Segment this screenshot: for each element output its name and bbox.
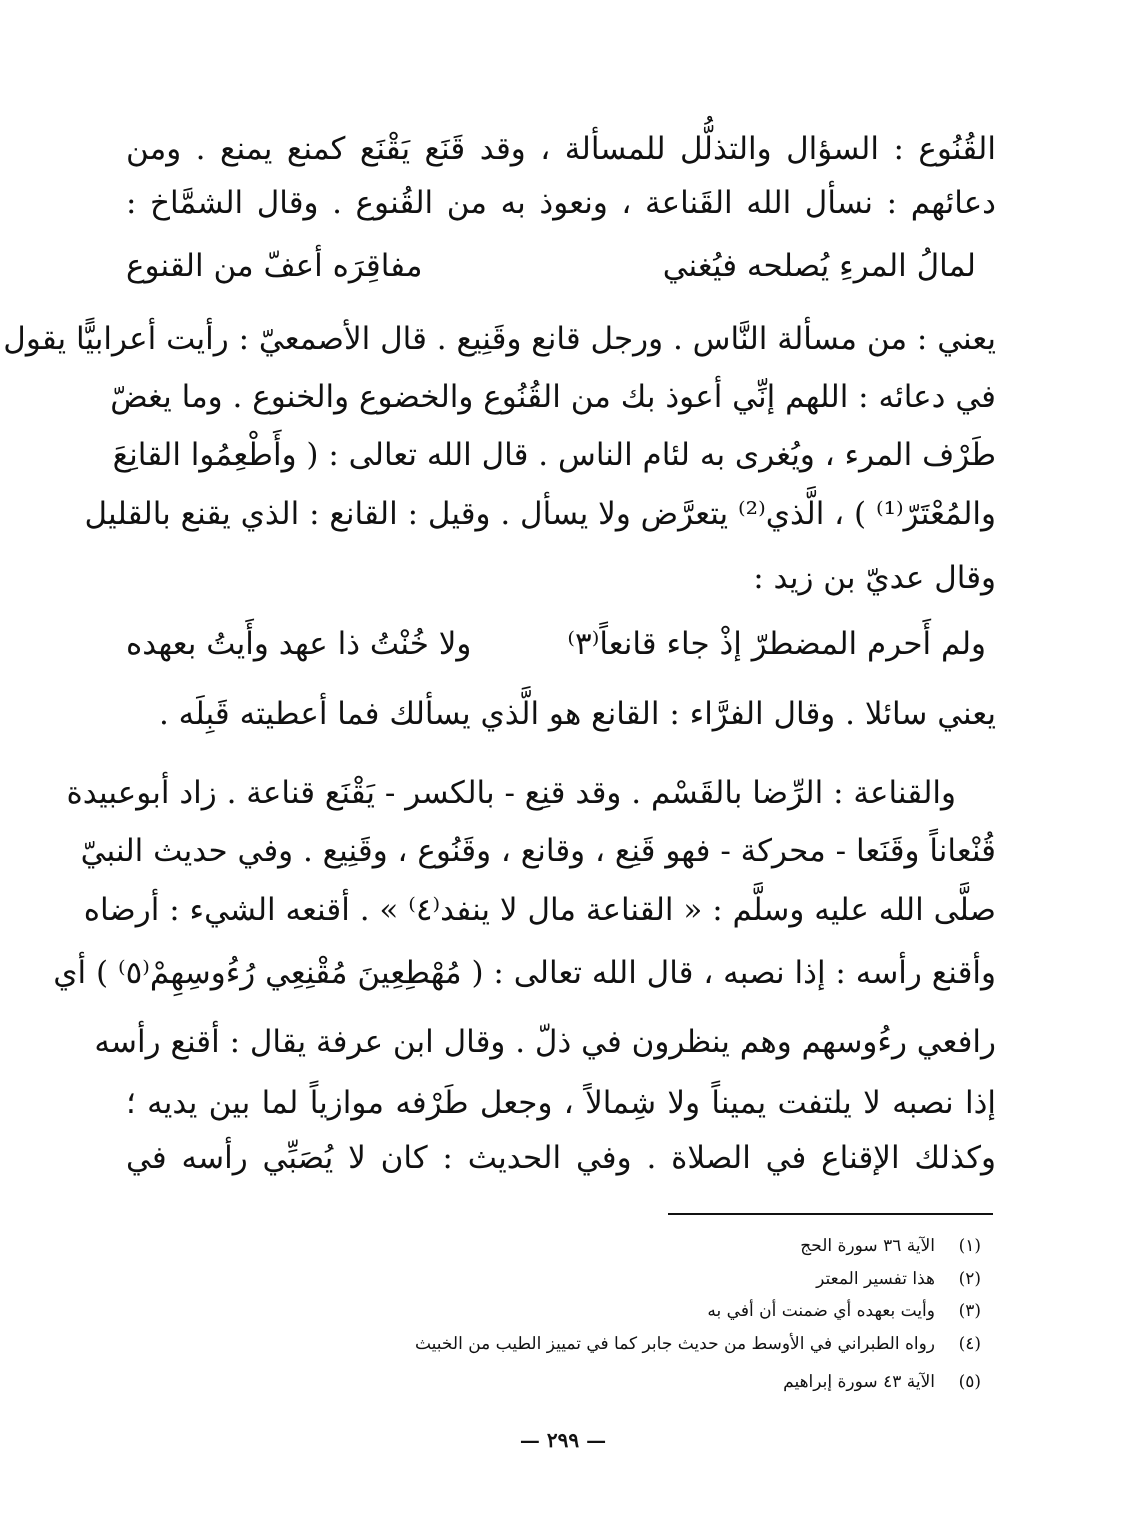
body-line-3: يعني : من مسألة النَّاس . ورجل قانع وقَنِيع . قال الأصمعيّ : رأيت أعرابيًّا يقول bbox=[3, 321, 996, 357]
footnote-2-number: (٢) bbox=[958, 1269, 981, 1289]
body-line-11: صلَّى الله عليه وسلَّم : « القناعة مال لا ينفد⁽٤⁾ » . أقنعه الشيء : أرضاه bbox=[83, 892, 996, 928]
body-line-12: وأقنع رأسه : إذا نصبه ، قال الله تعالى : ( مُهْطِعِينَ مُقْنِعِي رُءُوسِهِمْ⁽٥⁾ ) أي bbox=[53, 955, 996, 991]
verse-2-second-hemistich: ولا خُنْتُ ذا عهد وأَيتُ بعهده bbox=[126, 626, 472, 662]
footnote-4 bbox=[281, 1331, 981, 1357]
body-line-4: في دعائه : اللهم إنِّي أعوذ بك من القُنُوع والخضوع والخنوع . وما يغضّ bbox=[110, 379, 996, 415]
body-line-10: قُنْعاناً وقَنَعا - محركة - فهو قَنِع ، وقانع ، وقَنُوع ، وقَنِيع . وفي حديث النبيّ bbox=[80, 833, 996, 869]
footnote-3 bbox=[281, 1298, 981, 1324]
footnote-5-text: الآية ٤٣ سورة إبراهيم bbox=[783, 1372, 935, 1392]
page-number: — ٢٩٩ — bbox=[519, 1428, 607, 1452]
body-line-7: وقال عديّ بن زيد : bbox=[753, 560, 996, 596]
footnote-4-text: رواه الطبراني في الأوسط من حديث جابر كما في تمييز الطيب من الخبيث bbox=[414, 1334, 935, 1354]
footnote-1 bbox=[281, 1233, 981, 1259]
body-line-15: وكذلك الإقناع في الصلاة . وفي الحديث : كان لا يُصَبِّي رأسه في bbox=[126, 1140, 996, 1176]
verse-1-first-hemistich: لمالُ المرءِ يُصلحه فيُغني bbox=[662, 248, 976, 284]
body-line-8: يعني سائلا . وقال الفرَّاء : القانع هو الَّذي يسألك فما أعطيته قَبِلَه . bbox=[158, 696, 996, 732]
body-line-14: إذا نصبه لا يلتفت يميناً ولا شِمالاً ، وجعل طَرْفه موازياً لما بين يديه ؛ bbox=[126, 1085, 996, 1121]
body-line-13: رافعي رءُوسهم وهم ينظرون في ذلّ . وقال ابن عرفة يقال : أقنع رأسه bbox=[94, 1024, 996, 1060]
verse-1 bbox=[126, 244, 976, 288]
footnote-2 bbox=[281, 1266, 981, 1292]
footnote-separator bbox=[668, 1213, 993, 1215]
body-line-9: والقناعة : الرِّضا بالقَسْم . وقد قنِع - بالكسر - يَقْنَع قناعة . زاد أبوعبيدة bbox=[66, 775, 956, 811]
body-line-6: والمُعْتَرّ⁽¹⁾ ) ، الَّذي⁽²⁾ يتعرَّض ولا يسأل . وقيل : القانع : الذي يقنع بالقليل bbox=[84, 496, 996, 532]
body-line-1: القُنُوع : السؤال والتذلُّل للمسألة ، وقد قَنَع يَقْنَع كمنع يمنع . ومن bbox=[126, 131, 996, 167]
footnote-3-text: وأيت بعهده أي ضمنت أن أفي به bbox=[707, 1301, 935, 1321]
body-line-2: دعائهم : نسأل الله القَناعة ، ونعوذ به من القُنوع . وقال الشمَّاخ : bbox=[126, 185, 996, 221]
footnote-5 bbox=[281, 1369, 981, 1395]
verse-2-first-hemistich: ولم أَحرم المضطرّ إذْ جاء قانعاً⁽٣⁾ bbox=[567, 626, 986, 662]
footnote-2-text: هذا تفسير المعتر bbox=[816, 1269, 935, 1289]
footnote-1-number: (١) bbox=[958, 1236, 981, 1256]
footnote-1-text: الآية ٣٦ سورة الحج bbox=[800, 1236, 935, 1256]
footnote-5-number: (٥) bbox=[958, 1372, 981, 1392]
verse-1-second-hemistich: مفاقِرَه أعفّ من القنوع bbox=[126, 248, 423, 284]
footnote-3-number: (٣) bbox=[958, 1301, 981, 1321]
footnote-4-number: (٤) bbox=[958, 1334, 981, 1354]
verse-2 bbox=[126, 622, 986, 666]
body-line-5: طَرْف المرء ، ويُغرى به لئام الناس . قال الله تعالى : ( وأَطْعِمُوا القانِعَ bbox=[112, 437, 996, 473]
